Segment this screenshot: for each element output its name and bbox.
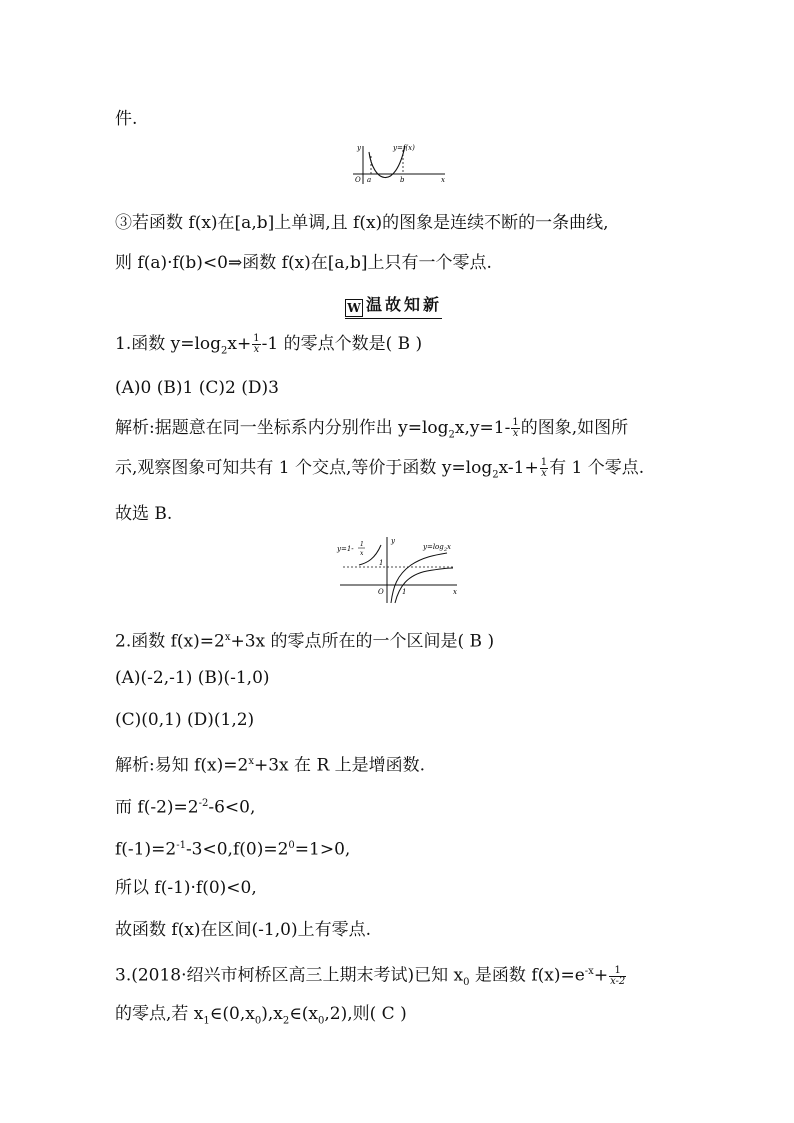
a-label: a (367, 176, 372, 184)
question-2-options: (A)(-2,-1) (B)(-1,0) (115, 668, 270, 688)
left-curve-label: y=1- (337, 545, 354, 553)
text: -6<0, (208, 797, 256, 818)
question-2-options: (C)(0,1) (D)(1,2) (115, 710, 255, 730)
text: x+ (227, 334, 252, 354)
text: 而 f(-2)=2 (115, 797, 199, 818)
w-badge-icon: W (345, 299, 363, 317)
text: +3x 的零点所在的一个区间是( B ) (230, 631, 495, 652)
text: ∈(x (289, 1004, 318, 1024)
subscript: 2 (492, 469, 499, 481)
text: x,y=1- (454, 418, 511, 438)
text: ∈(0,x (209, 1004, 255, 1024)
fraction (540, 458, 548, 479)
function-graph-1 (345, 142, 455, 192)
curve-label: y=f(x) (393, 144, 415, 152)
text: =1>0, (294, 839, 351, 860)
text: x-1+ (498, 458, 539, 478)
solution-line (115, 457, 644, 486)
log-curve (391, 553, 447, 603)
text: ,2),则( C ) (324, 1004, 407, 1024)
y-axis-label: y (357, 144, 361, 152)
solution-line (115, 793, 255, 819)
text: 有 1 个零点. (549, 458, 645, 478)
text: 3.(2018·绍兴市柯桥区高三上期末考试)已知 x (115, 965, 464, 986)
solution-line (115, 835, 350, 861)
subscript: 0 (254, 1015, 262, 1027)
left-label-denominator: x (360, 550, 364, 557)
denominator: x (541, 468, 547, 479)
right-label-subscript: 2 (444, 547, 448, 553)
text: 1.函数 y=log (115, 334, 222, 354)
text: 示,观察图象可知共有 1 个交点,等价于函数 y=log (115, 458, 493, 478)
numerator: 1 (512, 417, 519, 428)
text: + (593, 965, 609, 986)
question-1 (115, 333, 422, 362)
question-1-options: (A)0 (B)1 (C)2 (D)3 (115, 378, 279, 398)
fraction (609, 966, 626, 987)
superscript: -2 (198, 798, 209, 809)
text: 解析:据题意在同一坐标系内分别作出 y=log (115, 418, 449, 438)
solution-line: 所以 f(-1)·f(0)<0, (115, 878, 257, 898)
question-2 (115, 627, 494, 653)
subscript: 1 (203, 1015, 210, 1027)
text: f(-1)=2 (115, 839, 177, 860)
right-label-x: x (447, 543, 451, 551)
x-one-label: 1 (402, 588, 407, 596)
question-3-line-2 (115, 1003, 407, 1032)
heading-text: 温故知新 (366, 295, 443, 314)
solution-line (115, 751, 425, 777)
solution-line: 故函数 f(x)在区间(-1,0)上有零点. (115, 920, 371, 940)
superscript: x (248, 756, 254, 767)
text-line: 则 f(a)·f(b)<0⇒函数 f(x)在[a,b]上只有一个零点. (115, 253, 492, 273)
x-axis-label: x (441, 176, 445, 184)
solution-line: 故选 B. (115, 504, 173, 524)
right-curve-label: y=log (423, 543, 444, 551)
text: 解析:易知 f(x)=2 (115, 755, 249, 776)
origin-label: O (355, 176, 361, 184)
text: +3x 在 R 上是增函数. (253, 755, 426, 776)
text: ),x (261, 1004, 283, 1024)
fraction (252, 334, 260, 355)
text: -1 的零点个数是( B ) (261, 334, 423, 354)
subscript: 2 (448, 429, 455, 441)
text-line: 件. (115, 109, 138, 129)
superscript: 0 (288, 840, 295, 851)
superscript: -x (584, 966, 594, 977)
y-one-label: 1 (379, 559, 384, 567)
subscript: 2 (221, 345, 228, 357)
numerator: 1 (609, 966, 626, 977)
subscript: 0 (318, 1015, 325, 1027)
text: 2.函数 f(x)=2 (115, 631, 225, 652)
function-graph-2 (335, 535, 465, 605)
x-axis-label: x (453, 588, 457, 596)
numerator: 1 (253, 333, 260, 344)
denominator: x-2 (610, 975, 626, 987)
b-label: b (400, 176, 405, 184)
left-label-numerator: 1 (360, 541, 364, 548)
text: 的图象,如图所 (520, 418, 629, 438)
fraction (511, 418, 519, 439)
subscript: 0 (463, 977, 470, 989)
text-line: ③若函数 f(x)在[a,b]上单调,且 f(x)的图象是连续不断的一条曲线, (115, 213, 609, 233)
y-axis-label: y (391, 537, 395, 545)
denominator: x (512, 428, 519, 439)
superscript: -1 (176, 840, 186, 851)
subscript: 2 (282, 1015, 290, 1027)
text: 是函数 f(x)=e (469, 965, 585, 986)
text: 的零点,若 x (115, 1004, 204, 1024)
text: -3<0,f(0)=2 (185, 839, 289, 860)
origin-label: O (378, 588, 384, 596)
solution-line (115, 417, 628, 446)
question-3 (115, 961, 627, 994)
superscript: x (224, 632, 231, 643)
numerator: 1 (540, 457, 548, 468)
section-heading (345, 295, 442, 319)
denominator: x (253, 344, 260, 355)
